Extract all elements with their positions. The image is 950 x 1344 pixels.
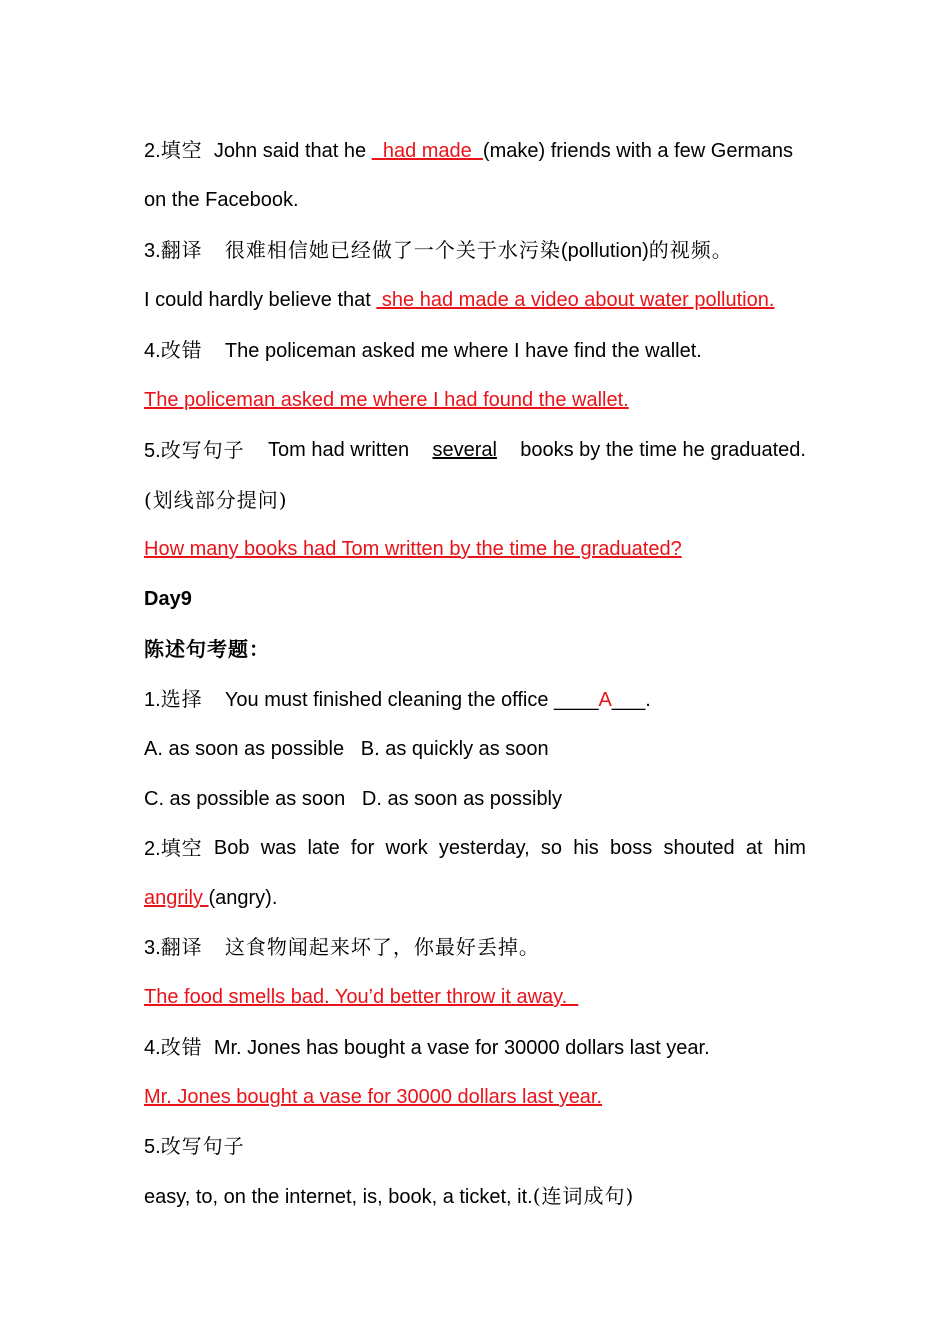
d9-q1-line: 1.选择 You must finished cleaning the office ____A___. xyxy=(144,687,651,711)
d9-q5-line: 5.改写句子 xyxy=(144,1134,245,1158)
q3-translate-line: 3.翻译 很难相信她已经做了一个关于水污染(pollution)的视频。 xyxy=(144,238,733,262)
q5-rewrite-line: 5.改写句子 Tom had written several books by the time he graduated. xyxy=(144,438,806,462)
q4-correct-line: 4.改错 The policeman asked me where I have find the wallet. xyxy=(144,338,702,362)
answer-text: angrily xyxy=(144,887,209,909)
q2-fill-cont: on the Facebook. xyxy=(144,189,299,211)
d9-q5-text: easy, to, on the internet, is, book, a ticket, it.(连词成句) xyxy=(144,1184,635,1208)
d9-q1-options-cd: C. as possible as soon D. as soon as possibly xyxy=(144,788,563,810)
section-title: 陈述句考题： xyxy=(144,637,270,661)
q3-answer-line: I could hardly believe that she had made a video about water pollution. xyxy=(144,289,775,311)
d9-q2-answer-line: angrily (angry). xyxy=(144,887,278,909)
day-heading: Day9 xyxy=(144,588,192,610)
d9-q4-answer: Mr. Jones bought a vase for 30000 dollars last year. xyxy=(144,1086,603,1108)
d9-q4-line: 4.改错 Mr. Jones has bought a vase for 30000 dollars last year. xyxy=(144,1035,710,1059)
q4-answer: The policeman asked me where I had found the wallet. xyxy=(144,389,629,411)
d9-q3-line: 3.翻译 这食物闻起来坏了，你最好丢掉。 xyxy=(144,935,540,959)
q5-answer: How many books had Tom written by the time he graduated? xyxy=(144,538,682,560)
q2-fill-line: 2.填空 John said that he had made (make) friends with a few Germans xyxy=(144,138,794,162)
underlined-word: several xyxy=(432,439,497,461)
answer-text: A xyxy=(598,689,612,711)
answer-text: had made xyxy=(371,140,483,162)
d9-q3-answer: The food smells bad. You’d better throw it away. xyxy=(144,986,579,1008)
d9-q2-line: 2.填空 Bob was late for work yesterday, so his boss shouted at him xyxy=(144,836,806,860)
d9-q1-options-ab: A. as soon as possible B. as quickly as soon xyxy=(144,738,549,760)
answer-text: she had made a video about water pollution. xyxy=(376,289,775,311)
q5-note: (划线部分提问) xyxy=(144,488,288,512)
